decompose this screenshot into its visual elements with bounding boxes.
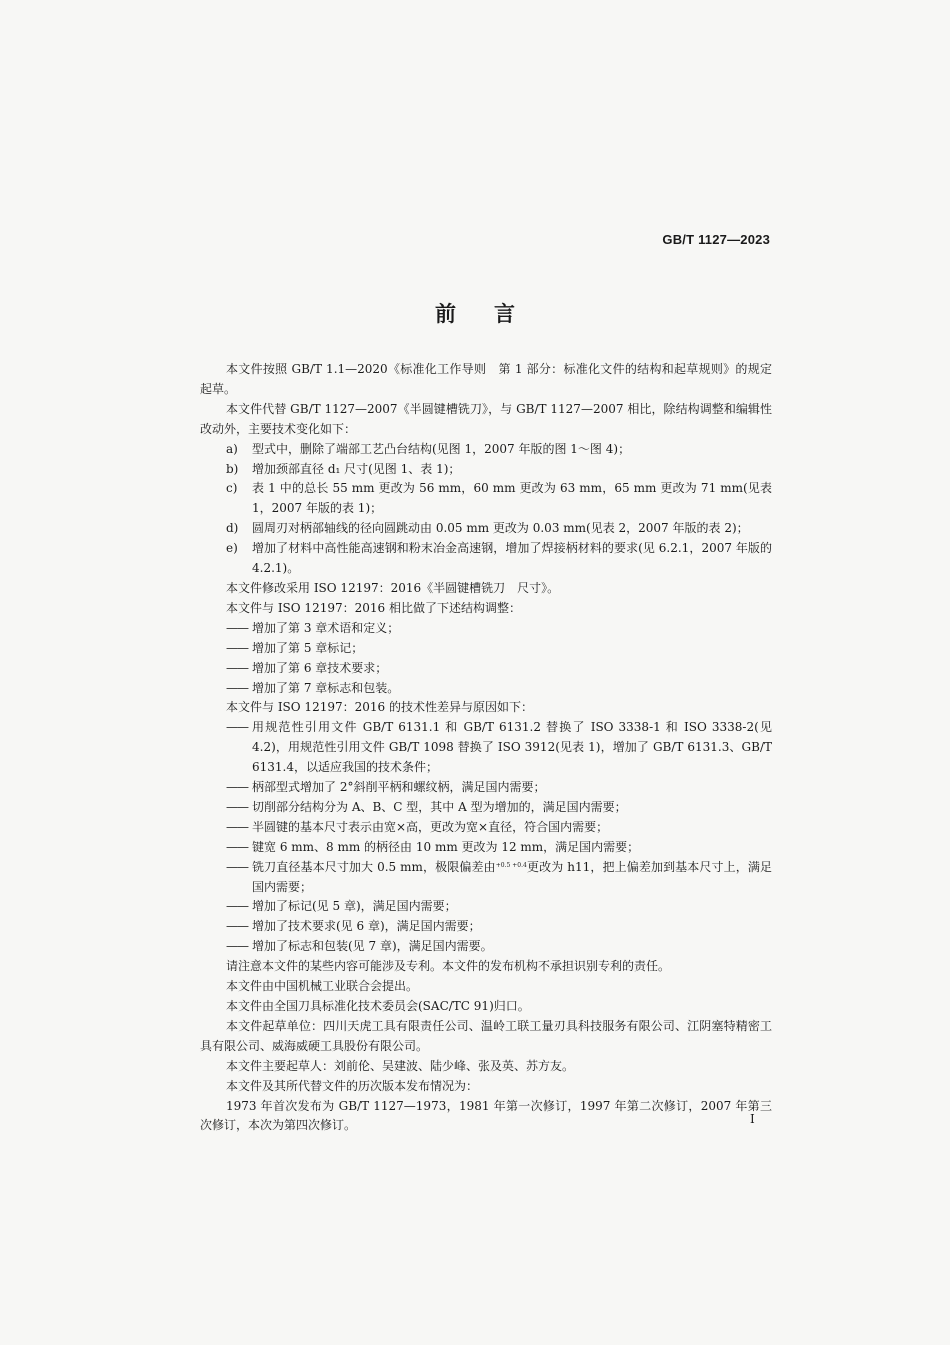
dash-item-text: 增加了第 3 章术语和定义；: [252, 620, 400, 635]
dash-marker: ——: [226, 799, 248, 814]
dash-item-text: 增加了第 5 章标记；: [252, 640, 364, 655]
dash-marker: ——: [226, 899, 248, 914]
list-item-text: 表 1 中的总长 55 mm 更改为 56 mm，60 mm 更改为 63 mm，65 mm 更改为 71 mm(见表 1，2007 年版的表 1)；: [252, 481, 772, 516]
list-item: [200, 539, 772, 579]
dash-item: [200, 858, 772, 898]
list-item-text: 型式中，删除了端部工艺凸台结构(见图 1，2007 年版的图 1～图 4)；: [252, 441, 631, 456]
list-item-text: 增加了材料中高性能高速钢和粉末冶金高速钢，增加了焊接柄材料的要求(见 6.2.1，2007 年版的 4.2.1)。: [252, 541, 772, 576]
dash-item-text: 切削部分结构分为 A、B、C 型，其中 A 型为增加的，满足国内需要；: [252, 799, 627, 814]
list-item: [200, 460, 772, 480]
paragraph: 本文件由全国刀具标准化技术委员会(SAC/TC 91)归口。: [226, 999, 530, 1013]
dash-item: [200, 679, 772, 699]
standard-number: GB/T 1127—2023: [662, 232, 770, 247]
dash-item: [200, 718, 772, 778]
list-item: [200, 519, 772, 539]
list-item: [200, 479, 772, 519]
page-title: 前言: [435, 302, 553, 326]
paragraph: 本文件主要起草人：刘前伦、吴建波、陆少峰、张及英、苏方友。: [226, 1058, 575, 1073]
list-marker: b): [226, 461, 239, 476]
dash-item-text: 增加了第 7 章标志和包装。: [252, 680, 400, 695]
dash-item: [200, 659, 772, 679]
paragraph: 本文件与 ISO 12197：2016 的技术性差异与原因如下：: [226, 700, 533, 715]
dash-marker: ——: [226, 939, 248, 954]
dash-marker: ——: [226, 640, 248, 655]
paragraph: 本文件起草单位：四川天虎工具有限责任公司、温岭工联工量刃具科技服务有限公司、江阴塞特精密工具有限公司、威海威硬工具股份有限公司。: [200, 1018, 772, 1053]
list-item-text: 增加颈部直径 d₁ 尺寸(见图 1、表 1)；: [252, 461, 461, 476]
paragraph: 本文件及其所代替文件的历次版本发布情况为：: [226, 1078, 479, 1093]
dash-item: [200, 778, 772, 798]
dash-item-text: 键宽 6 mm、8 mm 的柄径由 10 mm 更改为 12 mm，满足国内需要；: [252, 839, 640, 854]
list-item-text: 圆周刃对柄部轴线的径向圆跳动由 0.05 mm 更改为 0.03 mm(见表 2，2007 年版的表 2)；: [252, 521, 749, 536]
paragraph: 1973 年首次发布为 GB/T 1127—1973，1981 年第一次修订，1997 年第二次修订，2007 年第三次修订，本次为第四次修订。: [200, 1098, 772, 1133]
paragraph: 请注意本文件的某些内容可能涉及专利。本文件的发布机构不承担识别专利的责任。: [226, 959, 671, 974]
list-item: [200, 440, 772, 460]
dash-marker: ——: [226, 919, 248, 934]
dash-item-text: 用规范性引用文件 GB/T 6131.1 和 GB/T 6131.2 替换了 ISO 3338-1 和 ISO 3338-2(见 4.2)，用规范性引用文件 GB/T 1098 替换了 ISO 3912(见表 1)，增加了 GB/T 6131.3、GB/T 6131.4，以适应我国的技术条件；: [252, 720, 772, 775]
dash-marker: ——: [226, 620, 248, 635]
dash-item-text: 半圆键的基本尺寸表示由宽×高，更改为宽×直径，符合国内需要；: [252, 819, 609, 834]
paragraph: 本文件代替 GB/T 1127—2007《半圆键槽铣刀》，与 GB/T 1127—2007 相比，除结构调整和编辑性改动外，主要技术变化如下：: [200, 401, 772, 436]
dash-item-text: 增加了第 6 章技术要求；: [252, 660, 388, 675]
dash-item: [200, 639, 772, 659]
list-marker: c): [226, 481, 238, 496]
dash-item: [200, 937, 772, 957]
dash-item: [200, 798, 772, 818]
paragraph: 本文件修改采用 ISO 12197：2016《半圆键槽铣刀 尺寸》。: [226, 580, 560, 595]
paragraph: 本文件由中国机械工业联合会提出。: [226, 979, 419, 994]
dash-item-text: 更改为 h11，把上偏差加到基本尺寸上，满足国内需要；: [252, 859, 772, 894]
dash-marker: ——: [226, 720, 248, 735]
dash-marker: ——: [226, 839, 248, 854]
list-marker: d): [226, 521, 239, 536]
list-marker: e): [226, 541, 238, 556]
dash-item: [200, 897, 772, 917]
dash-marker: ——: [226, 660, 248, 675]
dash-item-text: 增加了标志和包装(见 7 章)，满足国内需要。: [252, 939, 493, 954]
list-marker: a): [226, 441, 238, 456]
dash-marker: ——: [226, 680, 248, 695]
dash-item: [200, 838, 772, 858]
dash-item-text: 增加了技术要求(见 6 章)，满足国内需要；: [252, 919, 481, 934]
tolerance-superscript: +0.5 +0.4: [495, 861, 527, 869]
dash-item: [200, 818, 772, 838]
page-number: I: [750, 1112, 755, 1126]
dash-marker: ——: [226, 819, 248, 834]
dash-item: [200, 917, 772, 937]
dash-item-text: 铣刀直径基本尺寸加大 0.5 mm，极限偏差由: [252, 859, 496, 874]
preface-body: [200, 360, 772, 1136]
dash-marker: ——: [226, 780, 248, 795]
dash-item-text: 增加了标记(见 5 章)，满足国内需要；: [252, 899, 457, 914]
dash-item-text: 柄部型式增加了 2°斜削平柄和螺纹柄，满足国内需要；: [252, 780, 546, 795]
paragraph: 本文件与 ISO 12197：2016 相比做了下述结构调整：: [226, 600, 521, 615]
dash-marker: ——: [226, 859, 248, 874]
dash-item: [200, 619, 772, 639]
paragraph: 本文件按照 GB/T 1.1—2020《标准化工作导则 第 1 部分：标准化文件的结构和起草规则》的规定起草。: [200, 362, 772, 396]
